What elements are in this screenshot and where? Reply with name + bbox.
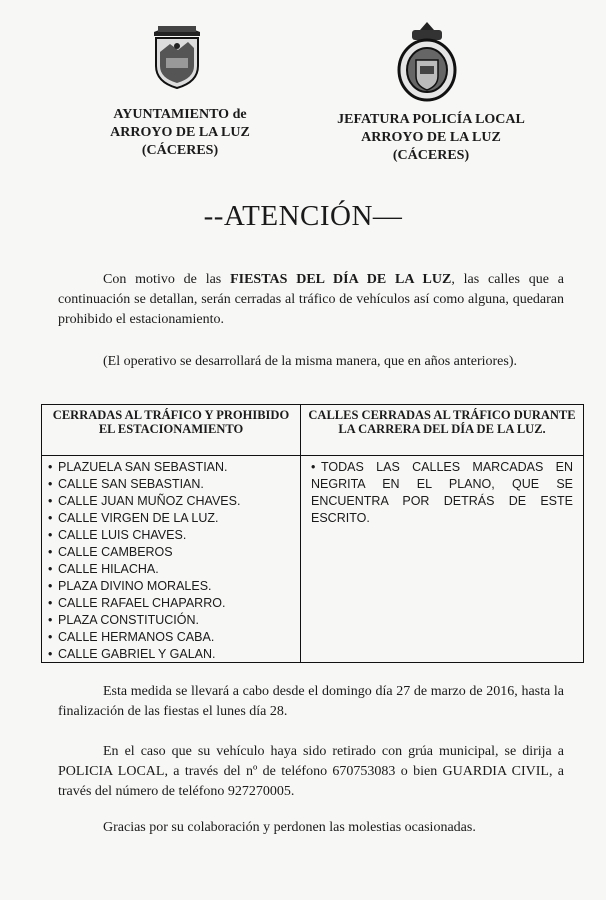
- gracias-paragraph: Gracias por su colaboración y perdonen las molestias ocasionadas.: [103, 820, 476, 835]
- ayuntamiento-header: [80, 106, 280, 160]
- list-item: • CALLE GABRIEL Y GALAN.: [48, 647, 216, 661]
- list-item: • CALLE SAN SEBASTIAN.: [48, 477, 204, 491]
- race-closure-column: [301, 405, 583, 662]
- policia-header: [316, 111, 546, 165]
- list-item: • PLAZUELA SAN SEBASTIAN.: [48, 460, 228, 474]
- list-item: • CALLE VIRGEN DE LA LUZ.: [48, 511, 219, 525]
- ayuntamiento-line3: (CÁCERES): [141, 143, 219, 158]
- list-item: • CALLE LUIS CHAVES.: [48, 528, 187, 542]
- intro-highlight: FIESTAS DEL DÍA DE LA LUZ: [230, 272, 452, 287]
- policia-line2: ARROYO DE LA LUZ: [361, 130, 501, 145]
- intro-paragraph: [58, 270, 564, 330]
- policia-line1: JEFATURA POLICÍA LOCAL: [337, 112, 525, 127]
- page-title: --ATENCIÓN—: [203, 200, 403, 232]
- closed-streets-list: [42, 456, 300, 663]
- left-column-header: CERRADAS AL TRÁFICO Y PROHIBIDO EL ESTACIONAMIENTO: [42, 405, 300, 456]
- list-item: • CALLE HILACHA.: [48, 562, 159, 576]
- list-item: • CALLE JUAN MUÑOZ CHAVES.: [48, 494, 241, 508]
- policia-local-badge-icon: [394, 20, 460, 104]
- right-column-header: CALLES CERRADAS AL TRÁFICO DURANTE LA CARRERA DEL DÍA DE LA LUZ.: [301, 405, 583, 456]
- ayuntamiento-coat-of-arms-icon: [148, 22, 206, 90]
- list-item: • CALLE CAMBEROS: [48, 545, 173, 559]
- medida-paragraph: Esta medida se llevará a cabo desde el domingo día 27 de marzo de 2016, hasta la finalización de las fiestas el lunes día 28.: [58, 684, 564, 719]
- ayuntamiento-line1: AYUNTAMIENTO de: [113, 107, 247, 122]
- intro-after: , las calles que a continuación se detallan, serán cerradas al tráfico de vehículos así como alguna, quedaran prohibido el estacionamiento.: [58, 272, 564, 327]
- policia-line3: (CÁCERES): [392, 148, 470, 163]
- list-item: • CALLE RAFAEL CHAPARRO.: [48, 596, 226, 610]
- retirada-paragraph: En el caso que su vehículo haya sido retirado con grúa municipal, se dirija a POLICIA LOCAL, a través del nº de teléfono 670753083 o bien GUARDIA CIVIL, a través del número de teléfono 927270005.: [58, 744, 564, 799]
- list-item: • PLAZA CONSTITUCIÓN.: [48, 613, 199, 627]
- intro-before: Con motivo de las: [103, 272, 231, 287]
- closed-and-no-parking-column: [42, 405, 301, 662]
- streets-table: [41, 404, 584, 663]
- list-item: • PLAZA DIVINO MORALES.: [48, 579, 212, 593]
- ayuntamiento-line2: ARROYO DE LA LUZ: [110, 125, 250, 140]
- list-item: • CALLE HERMANOS CABA.: [48, 630, 215, 644]
- race-closure-note: • TODAS LAS CALLES MARCADAS EN NEGRITA EN EL PLANO, QUE SE ENCUENTRA POR DETRÁS DE ESTE ESCRITO.: [311, 460, 573, 525]
- operativo-paragraph: (El operativo se desarrollará de la misma manera, que en años anteriores).: [103, 354, 517, 369]
